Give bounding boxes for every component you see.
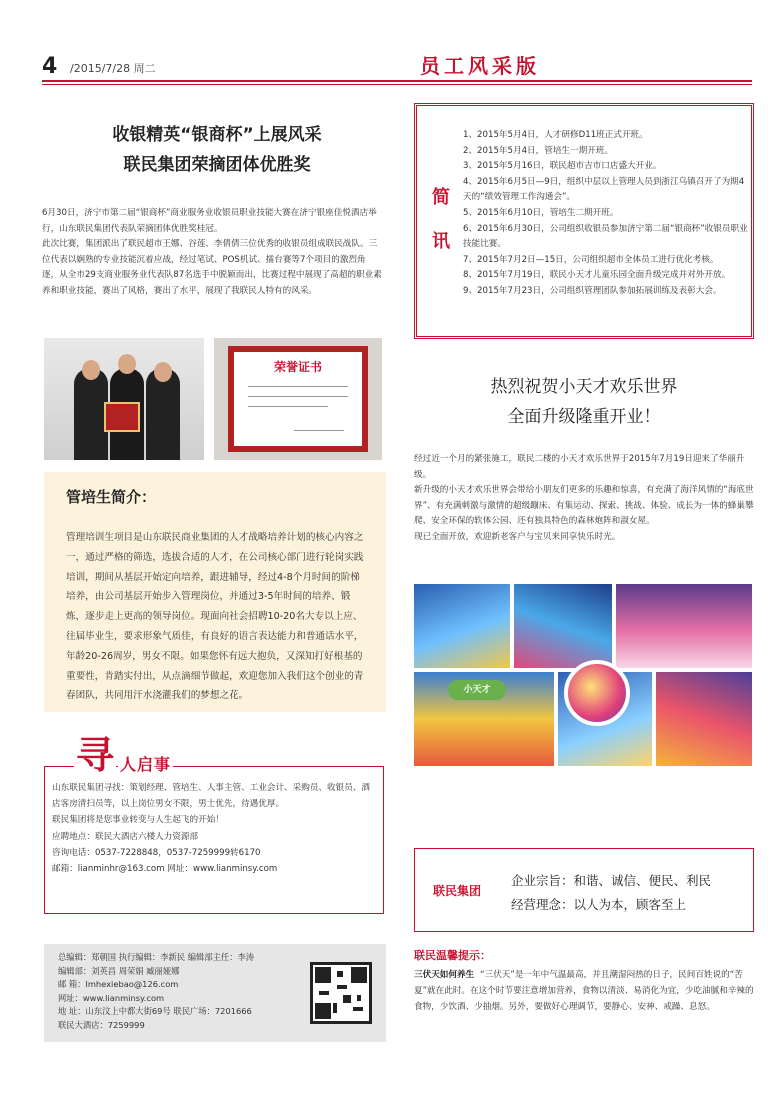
recruitment-line: 邮箱：lianminhr@163.com 网址：www.lianminsy.com: [52, 864, 278, 875]
playground-photo-collage: [414, 584, 752, 766]
brief-item: 8、2015年7月19日，联民小天才儿童乐园全面升级完成并对外开放。: [463, 270, 731, 281]
editorial-line: 网址：www.lianminsy.com: [58, 992, 165, 1003]
editorial-info: [58, 951, 254, 1033]
article1-title-line2: 联民集团荣摘团体优胜奖: [123, 155, 311, 175]
article1-paragraph: 6月30日，济宁市第二届“银商杯”商业服务业收银员职业技能大赛在济宁银座佳悦酒店举行，山东联民集团代表队荣摘团体优胜奖桂冠。: [42, 208, 377, 234]
certificate-photo: [214, 338, 382, 460]
brief-item: 4、2015年6月5日—9日，组织中层以上管理人员到浙江乌镇召开了为期4天的“绩效管理工作沟通会”。: [463, 176, 745, 203]
recruitment-body: [52, 780, 370, 877]
recruitment-line: 山东联民集团寻找：策划经理、管培生、人事主管、工业会计、采购员、收银员、酒店客房清扫员等，以上岗位男女不限，男士优先，待遇优厚。: [52, 783, 370, 810]
person-head: [82, 360, 100, 380]
editorial-line: 邮 箱：lmhexiebao@126.com: [58, 979, 179, 990]
playground-photo: [616, 584, 752, 668]
article2-title-line2: 全面升级隆重开业！: [507, 407, 661, 427]
editorial-line: 总编辑：郑朝国 执行编辑：李新民 编辑部主任：李涛: [58, 952, 255, 962]
brief-item: 7、2015年7月2日—15日，公司组织超市全体员工进行优化考核。: [463, 254, 719, 265]
cashier-team-photo: [44, 338, 204, 460]
award-frame: [104, 402, 140, 432]
certificate-text-line: [294, 430, 344, 431]
article2-title-line1: 热烈祝贺小天才欢乐世界: [490, 377, 678, 397]
playground-photo: [514, 584, 612, 668]
slogan-philosophy: 经营理念：以人为本，顾客至上: [511, 897, 687, 912]
editorial-footer: [44, 944, 386, 1042]
management-body: 管理培训生项目是山东联民商业集团的人才战略培养计划的核心内容之一，通过严格的筛选，选拔合适的人才，在公司核心部门进行轮岗实践培训，期间从基层开始定向培养，跟进辅导，经过4-8个月时间的阶梯培养，由公司基层开始步入管理岗位，并通过3-5年时间的培养、锻炼，逐步走上更高的领导岗位。现面向社会招聘10-20名大专以上应、往届毕业生，要求形象气质佳，有良好的语言表达能力和普通话水平，年龄20-26周岁，男女不限。如果您怀有远大抱负，又深知打好根基的重要性，肯踏实付出，从点滴细节做起，欢迎您加入我们这个创业的青春团队，共同用汗水浇灌我们的梦想之花。: [66, 532, 364, 702]
tips-body: [414, 968, 754, 1015]
recruitment-line: 咨询电话：0537-7228848，0537-7259999转6170: [52, 847, 261, 858]
article1-title-line1: 收银精英“银商杯”上展风采: [112, 125, 322, 145]
recruitment-line: 应聘地点：联民大酒店六楼人力资源部: [52, 831, 199, 842]
article2-paragraph: 经过近一个月的紧张施工，联民二楼的小天才欢乐世界于2015年7月19日迎来了华丽升级。: [414, 454, 745, 480]
article1-body: [42, 206, 382, 300]
recruitment-logo-char: 寻: [74, 724, 116, 779]
tips-lead: 三伏天如何养生: [414, 970, 475, 980]
playground-photo: [414, 672, 554, 766]
editorial-line: 联民大酒店：7259999: [58, 1019, 145, 1030]
certificate-title: 荣誉证书: [273, 360, 322, 374]
management-trainee-box: [44, 472, 386, 712]
header-divider-thin: [42, 84, 752, 85]
tips-text: “三伏天”是一年中气温最高，并且潮湿闷热的日子，民间百姓说的“苦夏”就在此时。在这个时节要注意增加营养，食物以清淡、易消化为宜，少吃油腻和辛辣的食物，少饮酒、少抽烟。另外，要做好心理调节，要静心、安神、戒躁、息怒。: [414, 970, 754, 1012]
tips-title: 联民温馨提示：: [414, 949, 491, 962]
article2-paragraph: 新升级的小天才欢乐世界会带给小朋友们更多的乐趣和惊喜，有充满了海洋风情的“海底世界”、有充满刺激与激情的超级蹦床、有集运动、探索、挑战、体验、成长为一体的蜂巢攀爬、安全环保的软体公园、还有独具特色的森林炮阵和淑女屋。: [414, 485, 754, 527]
playground-photo: [656, 672, 752, 766]
news-brief-box: [414, 103, 754, 339]
person-head: [118, 354, 136, 374]
brief-item: 6、2015年6月30日，公司组织收银员参加济宁第二届“银商杯”收银员职业技能比赛。: [463, 223, 748, 250]
issue-date: /2015/7/28 周二: [70, 62, 156, 75]
person-figure: [74, 368, 108, 460]
brief-item: 9、2015年7月23日，公司组织管理团队参加拓展训练及表彰大会。: [463, 285, 722, 296]
playground-photo: [414, 584, 510, 668]
article2-body: [414, 452, 754, 546]
person-head: [154, 362, 172, 382]
header-divider: [42, 80, 752, 82]
qr-code-icon: [310, 962, 372, 1024]
brief-list: [463, 128, 749, 300]
brand-name: 联民集团: [432, 883, 481, 898]
article1-paragraph: 此次比赛，集团派出了联民超市王娜、谷莲、李倩倩三位优秀的收银员组成联民战队。三位代表以娴熟的专业技能沉着应战，经过笔试、POS机试、擂台赛等7个项目的激烈角逐，从全市29支商业服务业代表队87名选手中脱颖而出，比赛过程中展现了高超的职业素养和职业技能，赛出了风格，赛出了水平，展现了我联民人特有的风采。: [42, 239, 382, 296]
certificate-text-line: [248, 386, 348, 387]
brief-item: 3、2015年5月16日，联民超市吉市口店盛大开业。: [463, 161, 662, 172]
playground-inset-photo: [564, 660, 630, 726]
brief-item: 2、2015年5月4日，管培生一期开班。: [463, 145, 613, 156]
corporate-slogan-box: [414, 848, 754, 932]
certificate: [228, 346, 368, 452]
article2-paragraph: 现已全面开放，欢迎新老客户与宝贝来同享快乐时光。: [414, 531, 621, 542]
editorial-line: 编辑部：刘英昌 周荣娟 臧丽娅娜: [58, 965, 180, 976]
editorial-line: 地 址：山东汶上中都大街69号 联民广场：7201666: [58, 1006, 252, 1017]
section-title: 员工风采版: [420, 54, 540, 78]
certificate-text-line: [248, 406, 328, 407]
brief-item: 1、2015年5月4日，人才研修D11班正式开班。: [463, 130, 648, 140]
page-number: 4: [42, 54, 58, 79]
brief-title: 简讯: [432, 187, 450, 252]
slogan-purpose: 企业宗旨：和谐、诚信、便民、利民: [511, 873, 712, 888]
recruitment-line: 联民集团将是您事业转变与人生起飞的开始！: [52, 815, 224, 826]
management-title: 管培生简介：: [66, 488, 157, 506]
certificate-text-line: [248, 396, 348, 397]
playground-sign: 小天才: [448, 680, 506, 700]
brief-item: 5、2015年6月10日，管培生二期开班。: [463, 207, 619, 218]
recruitment-logo-text: 人启事: [118, 752, 173, 775]
